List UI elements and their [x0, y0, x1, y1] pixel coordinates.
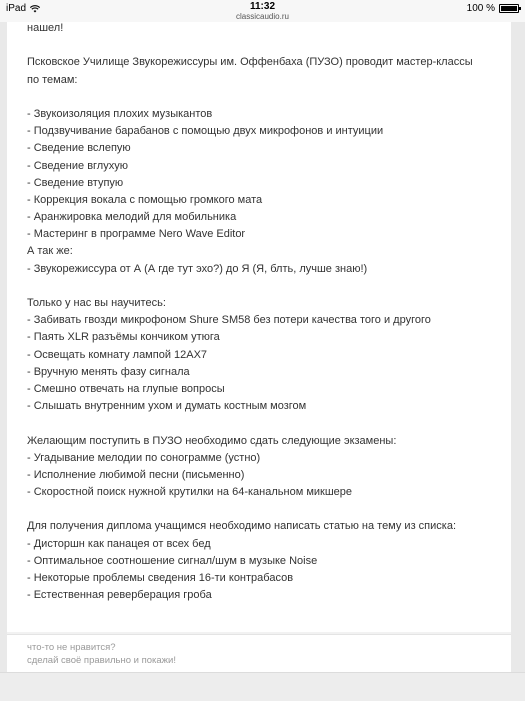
battery-icon — [499, 4, 519, 13]
article-text — [27, 22, 502, 604]
comment-placeholder-line2: сделай своё правильно и покажи! — [27, 655, 176, 666]
list-item: - Оптимальное соотношение сигнал/шум в музыке Noise — [27, 554, 318, 567]
list-item: - Освещать комнату лампой 12AX7 — [27, 348, 208, 361]
device-label: iPad — [6, 3, 27, 14]
comment-input[interactable] — [7, 634, 511, 673]
paragraph-line: по темам: — [27, 73, 78, 86]
paragraph-line: нашел! — [27, 22, 64, 34]
list-item: - Некоторые проблемы сведения 16-ти контрабасов — [27, 572, 294, 584]
list-item: - Забивать гвозди микрофоном Shure SM58 без потери качества того и другого — [27, 314, 431, 327]
clock: 11:32 — [249, 1, 276, 12]
blank-line — [27, 37, 502, 54]
list-item: - Смешно отвечать на глупые вопросы — [27, 382, 225, 395]
list-item: - Сведение вслепую — [27, 142, 131, 155]
list-item: - Сведение втупую — [27, 176, 124, 189]
list-item: - Дисторшн как панацея от всех бед — [27, 537, 211, 550]
list-item: - Слышать внутренним ухом и думать костным мозгом — [27, 400, 307, 413]
blank-line — [27, 501, 502, 518]
list-item: - Угадывание мелодии по сонограмме (устно) — [27, 451, 261, 464]
blank-line — [27, 415, 502, 432]
list-item: - Паять XLR разъёмы кончиком утюга — [27, 331, 220, 344]
list-item: - Естественная реверберация гроба — [27, 589, 212, 602]
list-item: - Аранжировка мелодий для мобильника — [27, 211, 237, 224]
paragraph-line: Для получения диплома учащимся необходимо написать статью на тему из списка: — [27, 520, 456, 533]
blank-line — [27, 278, 502, 295]
battery-percent: 100 % — [466, 3, 495, 14]
paragraph-line: А так же: — [27, 245, 73, 258]
comment-placeholder-line1: что-то не нравится? — [27, 642, 116, 653]
battery-status — [467, 3, 519, 14]
list-item: - Подзвучивание барабанов с помощью двух микрофонов и интуиции — [27, 125, 384, 138]
list-item: - Звукоизоляция плохих музыкантов — [27, 107, 213, 120]
list-item: - Коррекция вокала с помощью громкого мата — [27, 193, 263, 206]
list-item: - Сведение вглухую — [27, 159, 128, 172]
list-item: - Исполнение любимой песни (письменно) — [27, 468, 245, 481]
list-item: - Вручную менять фазу сигнала — [27, 365, 190, 378]
list-item: - Звукорежиссура от А (А где тут эхо?) до Я (Я, блть, лучше знаю!) — [27, 262, 368, 275]
paragraph-line: Псковское Училище Звукорежиссуры им. Оффенбаха (ПУЗО) проводит мастер-классы — [27, 56, 473, 69]
page-gutter-left — [0, 22, 7, 672]
address-bar[interactable]: classicaudio.ru — [236, 12, 289, 21]
list-item: - Мастеринг в программе Nero Wave Editor — [27, 228, 246, 241]
page-gutter-right — [511, 22, 525, 672]
paragraph-line: Только у нас вы научитесь: — [27, 297, 166, 309]
status-bar — [0, 0, 525, 22]
blank-line — [27, 89, 502, 106]
article-content — [7, 22, 511, 632]
browser-toolbar — [0, 672, 525, 701]
paragraph-line: Желающим поступить в ПУЗО необходимо сдать следующие экзамены: — [27, 434, 397, 447]
list-item: - Скоростной поиск нужной крутилки на 64-канальном микшере — [27, 486, 353, 499]
